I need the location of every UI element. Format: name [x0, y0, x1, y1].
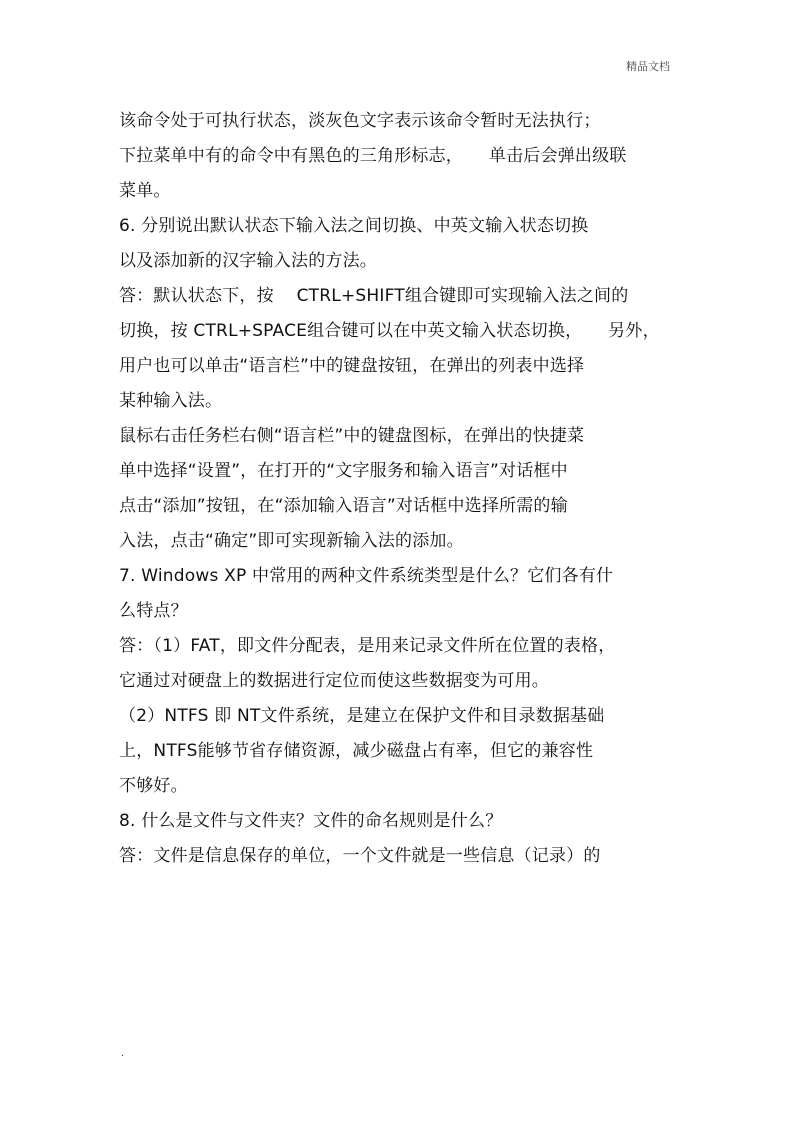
text-line: （2）NTFS 即 NT文件系统，是建立在保护文件和目录数据基础 [119, 706, 605, 726]
answer-line: 答：（1）FAT，即文件分配表，是用来记录文件所在位置的表格， [119, 636, 616, 656]
text-line: 以及添加新的汉字输入法的方法。 [119, 251, 377, 271]
text-line: 切换，按 CTRL+SPACE组合键可以在中英文输入状态切换， 另外， [119, 321, 660, 341]
text-line: 么特点？ [119, 601, 188, 621]
footer-mark: . [121, 1048, 125, 1059]
document-body [119, 104, 679, 874]
text-line: 不够好。 [119, 776, 188, 796]
answer-line: 答：默认状态下，按 CTRL+SHIFT组合键即可实现输入法之间的 [119, 286, 629, 306]
text-line: 它通过对硬盘上的数据进行定位而使这些数据变为可用。 [119, 671, 549, 691]
page-header-label: 精品文档 [626, 60, 670, 73]
question-7-heading: 7. Windows XP 中常用的两种文件系统类型是什么？它们各有什 [119, 566, 614, 586]
answer-line: 答：文件是信息保存的单位，一个文件就是一些信息（记录）的 [119, 846, 601, 866]
text-line: 该命令处于可执行状态，淡灰色文字表示该命令暂时无法执行； [119, 111, 601, 131]
question-8-heading: 8. 什么是文件与文件夹？文件的命名规则是什么？ [119, 811, 503, 831]
text-line: 上，NTFS能够节省存储资源，减少磁盘占有率，但它的兼容性 [119, 741, 594, 761]
text-line: 点击“添加”按钮，在“添加输入语言”对话框中选择所需的输 [119, 496, 568, 516]
text-line: 入法，点击“确定”即可实现新输入法的添加。 [119, 531, 464, 551]
text-line: 下拉菜单中有的命令中有黑色的三角形标志， 单击后会弹出级联 [119, 146, 627, 166]
text-line: 菜单。 [119, 181, 171, 201]
question-6-heading: 6. 分别说出默认状态下输入法之间切换、中英文输入状态切换 [119, 216, 589, 236]
text-line: 单中选择“设置”，在打开的“文字服务和输入语言”对话框中 [119, 461, 568, 481]
text-line: 鼠标右击任务栏右侧“语言栏”中的键盘图标，在弹出的快捷菜 [119, 426, 585, 446]
text-line: 某种输入法。 [119, 391, 223, 411]
text-line: 用户也可以单击“语言栏”中的键盘按钮，在弹出的列表中选择 [119, 356, 585, 376]
